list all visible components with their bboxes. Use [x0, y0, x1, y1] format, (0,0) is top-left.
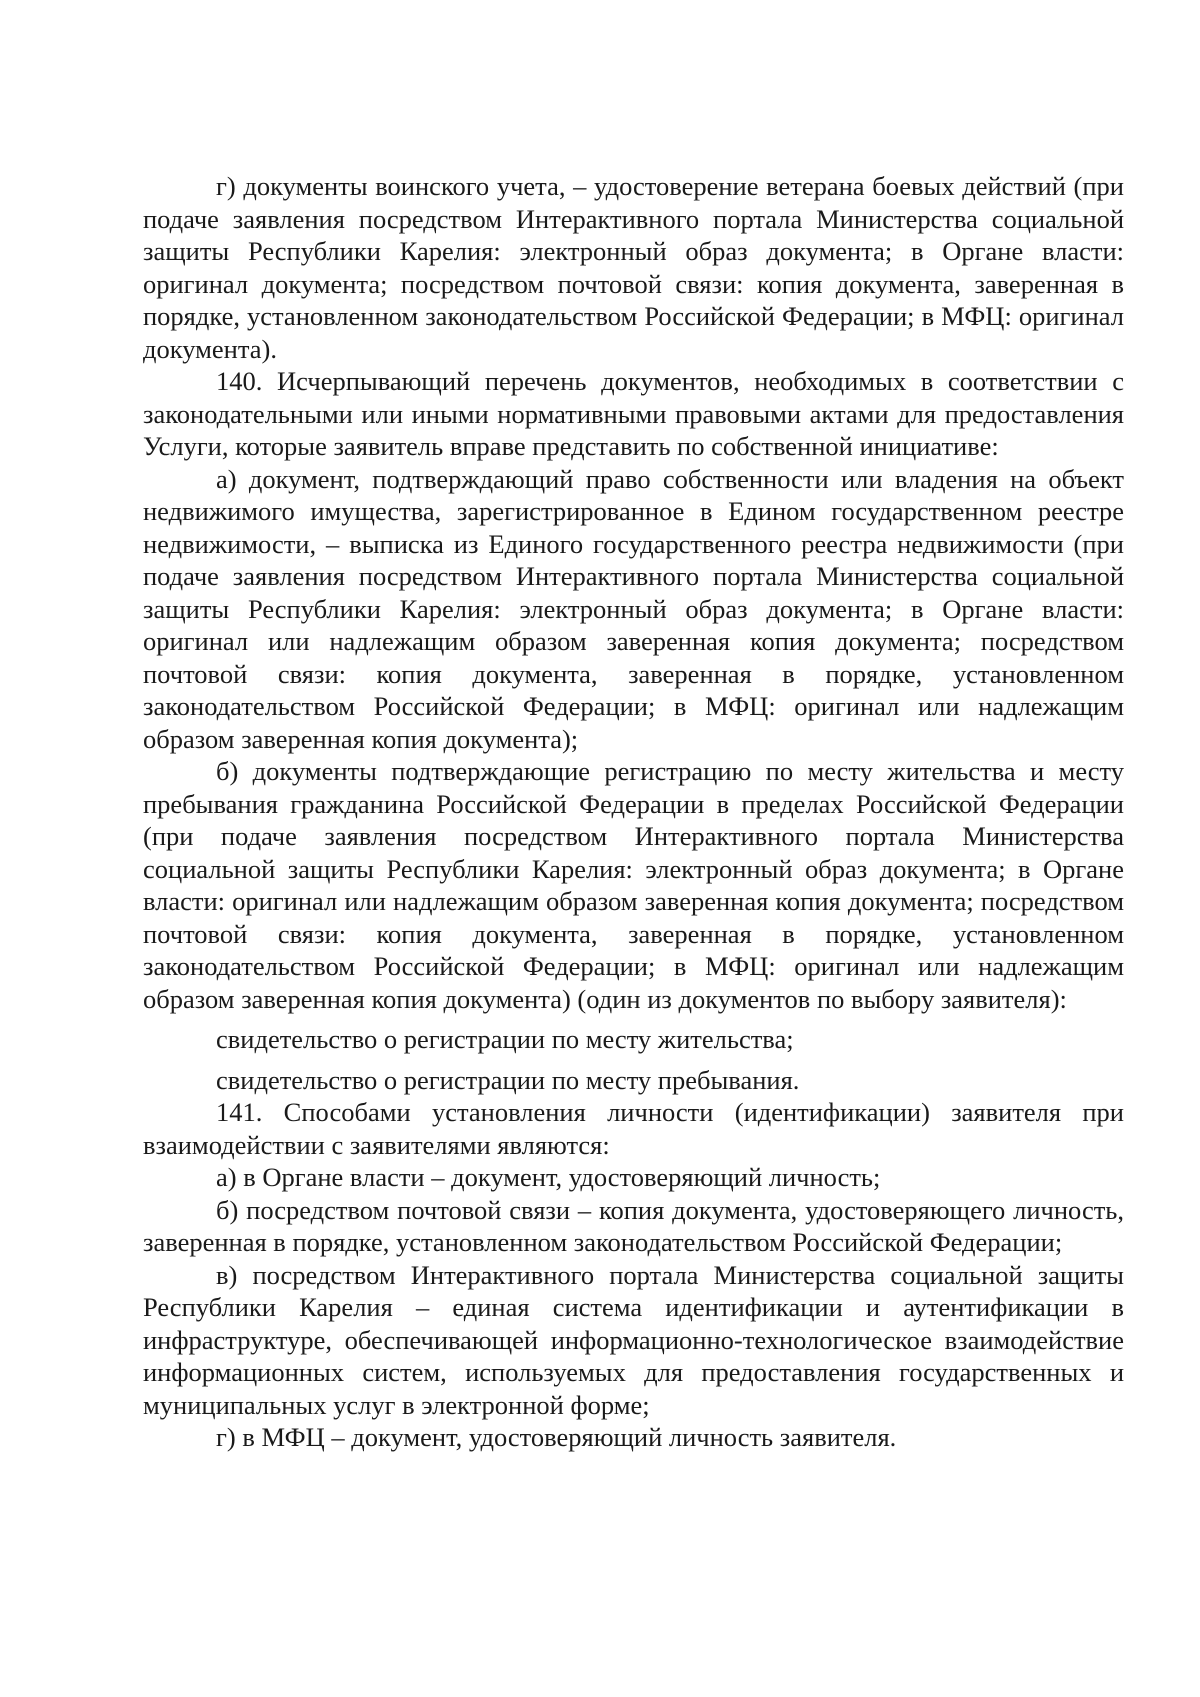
paragraph-141-g-mfc: г) в МФЦ – документ, удостоверяющий личность заявителя.: [216, 1422, 897, 1452]
paragraph-military-documents: г) документы воинского учета, – удостоверение ветерана боевых действий (при подаче заявления посредством Интерактивного портала Министерства социальной защиты Республики Карелия: электронный образ документа; в Органе власти: оригинал документа; посредством почтовой связи: копия документа, заверенная в порядке, установленном законодательством Российской Федерации; в МФЦ: оригинал документа).: [143, 171, 1124, 364]
paragraph-141-b-post: б) посредством почтовой связи – копия документа, удостоверяющего личность, заверенная в порядке, установленном законодательством Российской Федерации;: [143, 1194, 1124, 1257]
paragraph-residence-certificate: свидетельство о регистрации по месту жительства;: [216, 1024, 794, 1054]
paragraph-141-heading: 141. Способами установления личности (идентификации) заявителя при взаимодействии с заявителями являются:: [143, 1097, 1124, 1160]
paragraph-141-v-portal: в) посредством Интерактивного портала Министерства социальной защиты Республики Карелия – единая система идентификации и аутентификации в инфраструктуре, обеспечивающей информационно-технологическое взаимодействие информационных систем, используемых для предоставления государственных и муниципальных услуг в электронной форме;: [143, 1259, 1124, 1420]
paragraph-stay-certificate: свидетельство о регистрации по месту пребывания.: [216, 1064, 800, 1095]
paragraph-141-a-authority: а) в Органе власти – документ, удостоверяющий личность;: [216, 1162, 881, 1192]
paragraph-140-a-property: а) документ, подтверждающий право собственности или владения на объект недвижимого имущества, зарегистрированное в Едином государственном реестре недвижимости, – выписка из Единого государственного реестра недвижимости (при подаче заявления посредством Интерактивного портала Министерства социальной защиты Республики Карелия: электронный образ документа; в Органе власти: оригинал или надлежащим образом заверенная копия документа; посредством почтовой связи: копия документа, заверенная в порядке, установленном законодательством Российской Федерации; в МФЦ: оригинал или надлежащим образом заверенная копия документа);: [143, 463, 1124, 754]
paragraph-140-b-registration: б) документы подтверждающие регистрацию по месту жительства и месту пребывания гражданина Российской Федерации в пределах Российской Федерации (при подаче заявления посредством Интерактивного портала Министерства социальной защиты Республики Карелия: электронный образ документа; в Органе власти: оригинал или надлежащим образом заверенная копия документа; посредством почтовой связи: копия документа, заверенная в порядке, установленном законодательством Российской Федерации; в МФЦ: оригинал или надлежащим образом заверенная копия документа) (один из документов по выбору заявителя):: [143, 756, 1124, 1014]
paragraph-140-heading: 140. Исчерпывающий перечень документов, необходимых в соответствии с законодательными или иными нормативными правовыми актами для предоставления Услуги, которые заявитель вправе представить по собственной инициативе:: [143, 366, 1124, 461]
document-body: [143, 170, 1124, 1454]
